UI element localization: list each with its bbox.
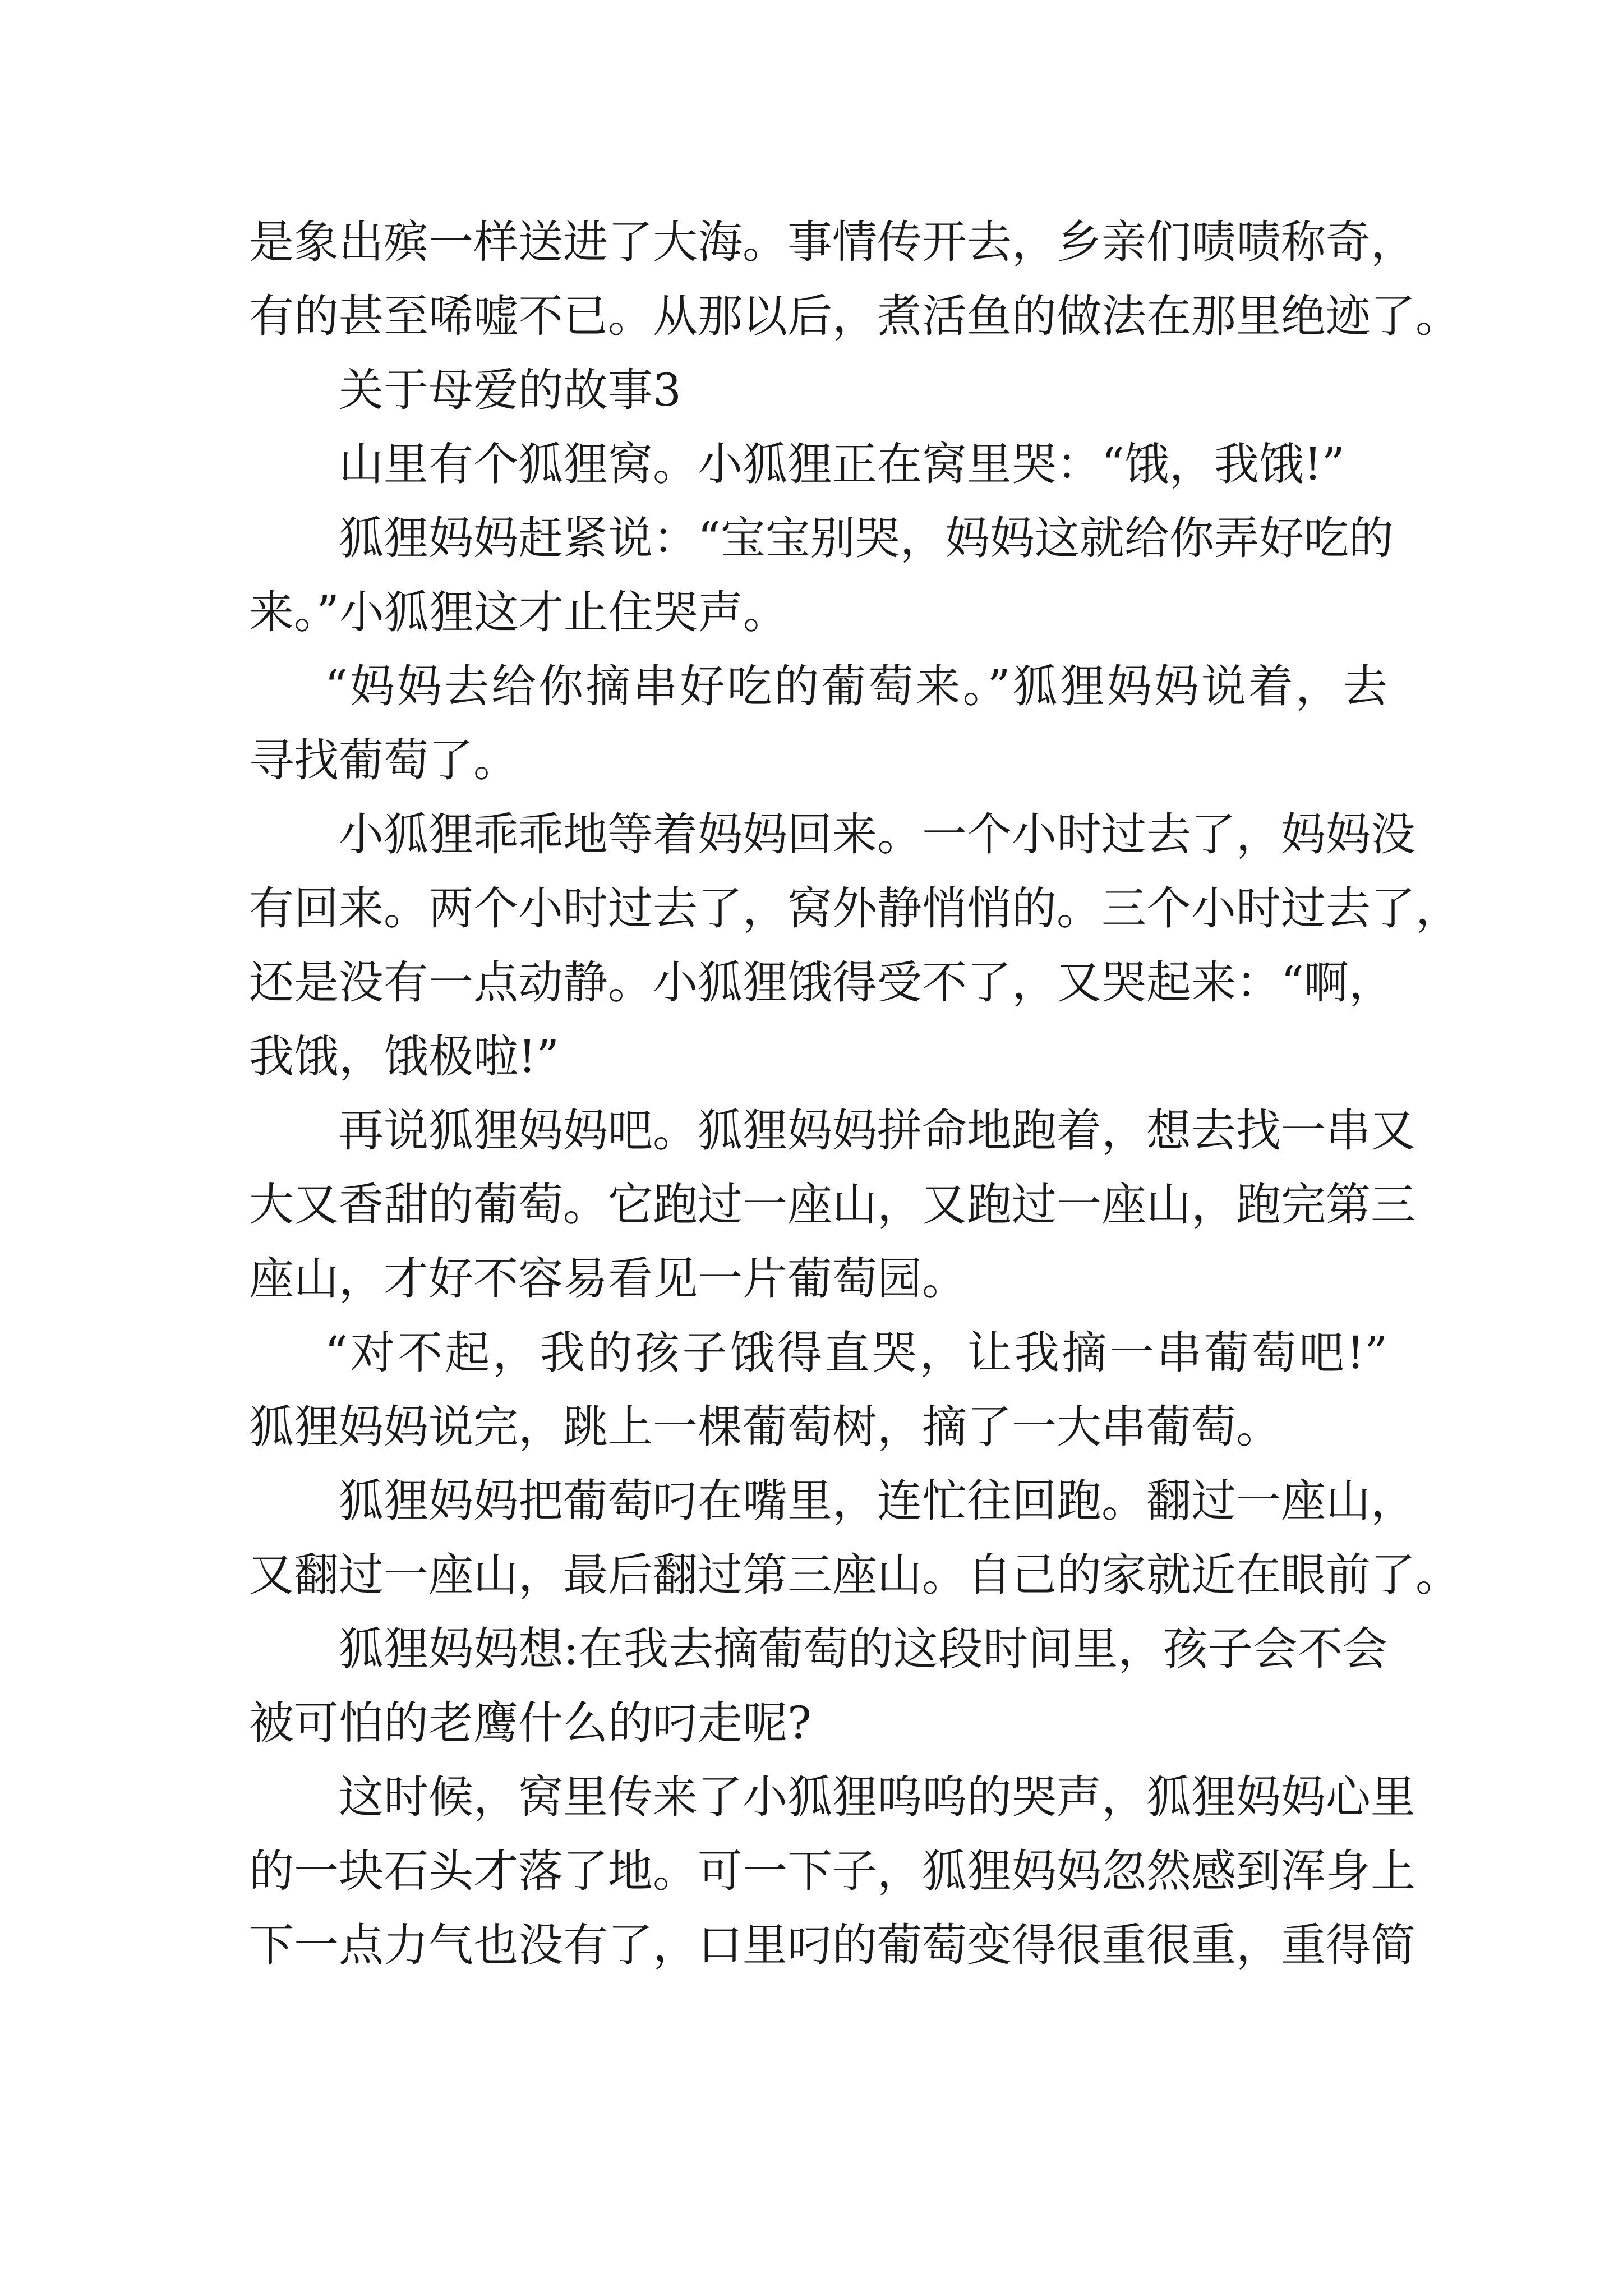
text-line: 的一块石头才落了地。可一下子，狐狸妈妈忽然感到浑身上 xyxy=(249,1845,1415,1897)
text-line: 我饿，饿极啦!” xyxy=(249,1030,560,1083)
section-heading: 关于母爱的故事3 xyxy=(339,364,681,416)
text-line: 座山，才好不容易看见一片葡萄园。 xyxy=(249,1253,967,1305)
text-line: 有的甚至唏嘘不已。从那以后，煮活鱼的做法在那里绝迹了。 xyxy=(249,290,1460,342)
text-line: 这时候，窝里传来了小狐狸呜呜的哭声，狐狸妈妈心里 xyxy=(339,1771,1415,1823)
text-line: 狐狸妈妈赶紧说：“宝宝别哭，妈妈这就给你弄好吃的 xyxy=(339,512,1394,564)
text-line: 被可怕的老鹰什么的叼走呢? xyxy=(249,1697,811,1749)
text-line: “对不起，我的孩子饿得直哭，让我摘一串葡萄吧!” xyxy=(325,1327,1387,1379)
text-line: 大又香甜的葡萄。它跑过一座山，又跑过一座山，跑完第三 xyxy=(249,1179,1415,1231)
text-line: 还是没有一点动静。小狐狸饿得受不了，又哭起来：“啊， xyxy=(249,956,1394,1009)
text-line: 狐狸妈妈把葡萄叼在嘴里，连忙往回跑。翻过一座山， xyxy=(339,1475,1415,1527)
text-line: “妈妈去给你摘串好吃的葡萄来。”狐狸妈妈说着，去 xyxy=(325,660,1387,712)
text-line: 小狐狸乖乖地等着妈妈回来。一个小时过去了，妈妈没 xyxy=(339,808,1415,861)
text-line: 下一点力气也没有了，口里叼的葡萄变得很重很重，重得简 xyxy=(249,1919,1415,1971)
text-line: 再说狐狸妈妈吧。狐狸妈妈拼命地跑着，想去找一串又 xyxy=(339,1105,1415,1157)
text-line: 是象出殡一样送进了大海。事情传开去，乡亲们啧啧称奇， xyxy=(249,216,1415,268)
text-line: 又翻过一座山，最后翻过第三座山。自己的家就近在眼前了。 xyxy=(249,1549,1460,1601)
text-line: 狐狸妈妈想:在我去摘葡萄的这段时间里，孩子会不会 xyxy=(339,1623,1387,1675)
text-line: 山里有个狐狸窝。小狐狸正在窝里哭：“饿，我饿!” xyxy=(339,438,1345,490)
text-line: 有回来。两个小时过去了，窝外静悄悄的。三个小时过去了， xyxy=(249,882,1460,935)
text-line: 寻找葡萄了。 xyxy=(249,734,518,786)
text-line: 狐狸妈妈说完，跳上一棵葡萄树，摘了一大串葡萄。 xyxy=(249,1401,1281,1453)
body-text xyxy=(249,205,1460,1982)
text-line: 来。”小狐狸这才止住哭声。 xyxy=(249,586,788,638)
